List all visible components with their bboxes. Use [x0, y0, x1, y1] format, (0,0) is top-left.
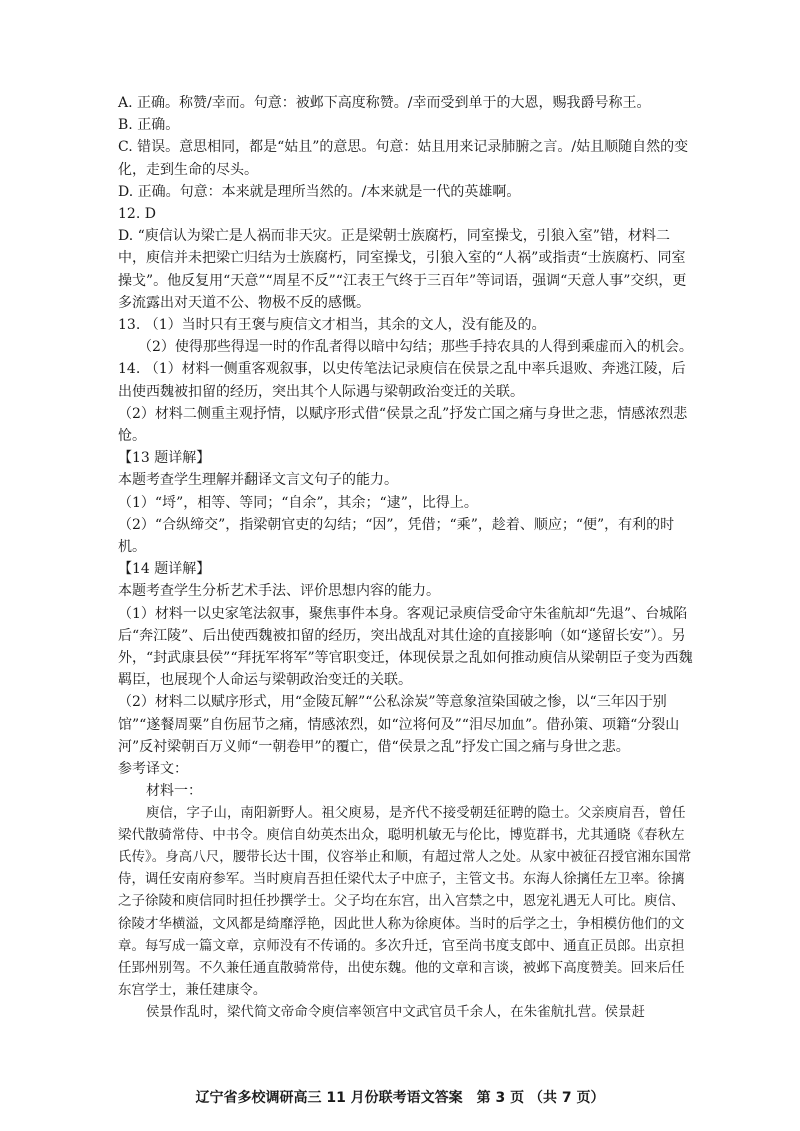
material-one-heading: 材料一：: [146, 783, 202, 800]
q14-detail-2: （2）材料二以赋序形式，用“金陵瓦解”“公私涂炭”等意象渲染国破之惨，以“三年囚于别馆”“遂餐周粟”自伤屈节之痛，情感浓烈，如“泣将何及”“泪尽加血”。借孙策、项籍“分裂山河”反衬梁朝百万义师“一朝卷甲”的覆亡，借“侯景之乱”抒发亡国之痛与身世之悲。: [118, 694, 680, 755]
q14-detail-heading: 【14 题详解】: [118, 561, 211, 578]
answer-12-heading: 12. D: [118, 206, 156, 223]
translation-paragraph-1: 庾信，字子山，南阳新野人。祖父庾易，是齐代不接受朝廷征聘的隐士。父亲庾肩吾，曾任梁代散骑常侍、中书令。庾信自幼英杰出众，聪明机敏无与伦比，博览群书，尤其通晓《春秋左氏传》。身高八尺，腰带长达十围，仪容举止和顺，有超过常人之处。从家中被征召授官湘东国常侍，调任安南府参军。当时庾肩吾担任梁代太子中庶子，主管文书。东海人徐摛任左卫率。徐摛之子徐陵和庾信同时担任抄撰学士。父子均在东宫，出入宫禁之中，恩宠礼遇无人可比。庾信、徐陵才华横溢，文风都是绮靡浮艳，因此世人称为徐庾体。当时的后学之士，争相模仿他们的文章。每写成一篇文章，京师没有不传诵的。多次升迁，官至尚书度支郎中、通直正员郎。出京担任郢州别驾。不久兼任通直散骑常侍，出使东魏。他的文章和言谈，被邺下高度赞美。回来后任东宫学士，兼任建康令。: [118, 805, 692, 999]
q13-detail-intro: 本题考查学生理解并翻译文言文句子的能力。: [118, 472, 398, 489]
q13-detail-heading: 【13 题详解】: [118, 450, 211, 467]
answer-11-option-b: B. 正确。: [118, 117, 180, 134]
translation-heading: 参考译文：: [118, 761, 188, 778]
translation-paragraph-2: 侯景作乱时，梁代简文帝命令庾信率领宫中文武官员千余人，在朱雀航扎营。侯景赶: [146, 1005, 646, 1021]
q14-detail-1: （1）材料一以史家笔法叙事，聚焦事件本身。客观记录庾信受命守朱雀航却“先退”、台城陷后“奔江陵”、后出使西魏被扣留的经历，突出战乱对其仕途的直接影响（如“遂留长安”）。另外，“封武康县侯”“拜抚军将军”等官职变迁，体现侯景之乱如何推动庾信从梁朝臣子变为西魏羁臣，也展现个人命运与梁朝政治变迁的关联。: [118, 605, 693, 689]
answer-13-part-1: 13. （1）当时只有王褒与庾信文才相当，其余的文人，没有能及的。: [118, 317, 546, 334]
answer-11-option-a: A. 正确。称赞/幸而。句意：被邺下高度称赞。/幸而受到单于的大恩，赐我爵号称王。: [118, 95, 651, 111]
answer-14-part-1: 14. （1）材料一侧重客观叙事，以史传笔法记录庾信在侯景之乱中率兵退败、奔逃江陵，后出使西魏被扣留的经历，突出其个人际遇与梁朝政治变迁的关联。: [118, 361, 686, 400]
answer-body: [118, 92, 696, 1025]
answer-14-part-2: （2）材料二侧重主观抒情，以赋序形式借“侯景之乱”抒发亡国之痛与身世之悲，情感浓烈悲怆。: [118, 405, 688, 445]
answer-11-option-d: D. 正确。句意：本来就是理所当然的。/本来就是一代的英雄啊。: [118, 183, 521, 200]
answer-11-option-c: C. 错误。意思相同，都是“姑且”的意思。句意：姑且用来记录肺腑之言。/姑且顺随自然的变化，走到生命的尽头。: [118, 139, 689, 178]
page-footer: 辽宁省多校调研高三 11 月份联考语文答案 第 3 页 （共 7 页）: [195, 1090, 605, 1106]
answer-13-part-2: （2）使得那些得逞一时的作乱者得以暗中勾结；那些手持农具的人得到乘虚而入的机会。: [138, 339, 693, 356]
answer-12-explanation: D. “庾信认为梁亡是人祸而非天灾。正是梁朝士族腐朽，同室操戈，引狼入室”错，材料二中，庾信并未把梁亡归结为士族腐朽，同室操戈，引狼入室的“人祸”或指责“士族腐朽、同室操戈”。他反复用“天意”“周星不反”“江表王气终于三百年”等词语，强调“天意人事”交织，更多流露出对天道不公、物极不反的感慨。: [118, 228, 687, 311]
q13-detail-1: （1）“埒”，相等、等同；“自余”，其余；“逮”，比得上。: [118, 494, 478, 511]
q14-detail-intro: 本题考查学生分析艺术手法、评价思想内容的能力。: [118, 583, 440, 600]
q13-detail-2: （2）“合纵缔交”，指梁朝官吏的勾结；“因”，凭借；“乘”，趁着、顺应；“便”，有利的时机。: [118, 516, 675, 556]
